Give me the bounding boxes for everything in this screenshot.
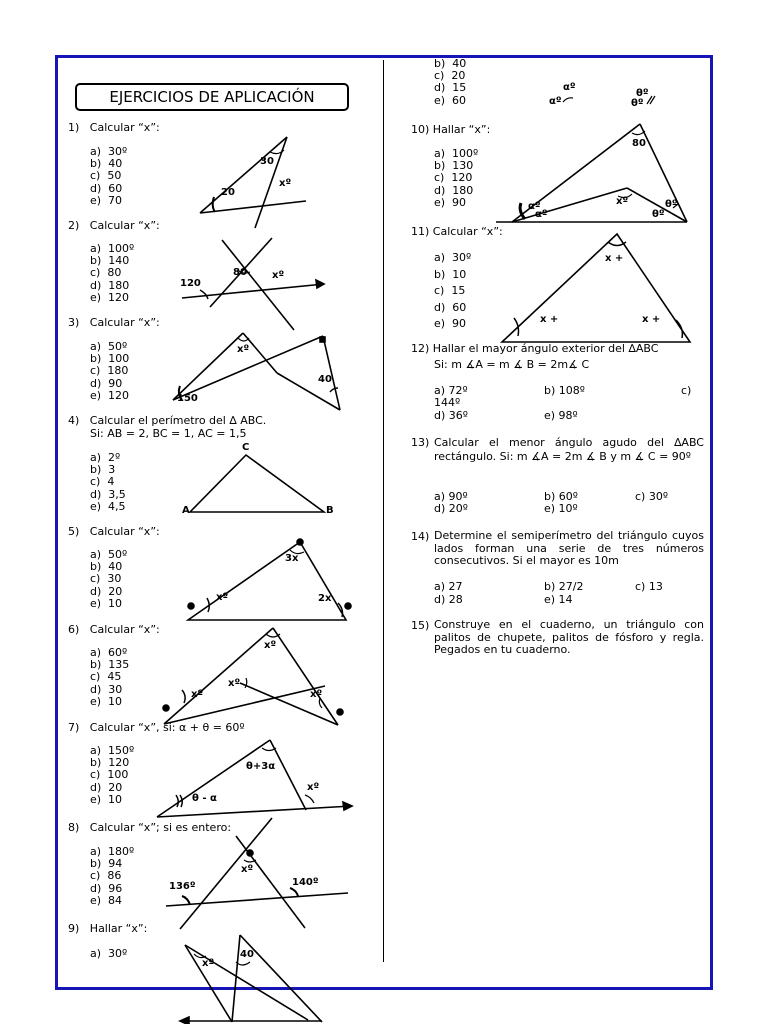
angle-label: xº bbox=[279, 178, 292, 189]
vertex-label: A bbox=[182, 505, 190, 516]
option-d: d) 28 bbox=[434, 593, 463, 606]
angle-label: θº bbox=[665, 199, 678, 210]
option-c: c) 4 bbox=[90, 475, 115, 489]
option-b: b) 120 bbox=[90, 756, 130, 770]
option-e: e) 120 bbox=[90, 388, 130, 402]
question-number: 11) bbox=[411, 225, 430, 238]
question-text: Calcular “x”: bbox=[89, 121, 160, 134]
figure-q9-angle-keys bbox=[549, 82, 655, 109]
option-e: e) 90 bbox=[434, 195, 467, 209]
angle-label: x + bbox=[642, 314, 661, 325]
option-e: e) 98º bbox=[544, 409, 578, 422]
option-c: c) 120 bbox=[434, 171, 473, 185]
angle-label: 140º bbox=[292, 877, 319, 888]
angle-label: xº bbox=[228, 678, 241, 689]
option-c: c) 180 bbox=[90, 364, 129, 378]
question-text: Calcular “x”: bbox=[89, 525, 160, 538]
option-e: e) 120 bbox=[90, 290, 130, 304]
figure-q4 bbox=[182, 442, 334, 516]
angle-label: 30 bbox=[260, 156, 274, 167]
option-d: d) 60 bbox=[90, 181, 123, 195]
angle-label: 80 bbox=[233, 267, 247, 278]
question-number: 2) bbox=[68, 219, 80, 232]
option-a: a) 30º bbox=[434, 251, 472, 264]
angle-label: 3x bbox=[285, 553, 299, 564]
angle-label: 80 bbox=[632, 138, 646, 149]
angle-label: xº bbox=[216, 592, 229, 603]
figure-q10 bbox=[496, 124, 687, 222]
option-d: d) 180 bbox=[434, 183, 474, 197]
angle-label: θ - α bbox=[192, 793, 217, 804]
option-b: b) 60º bbox=[544, 490, 578, 503]
angle-label: xº bbox=[237, 344, 250, 355]
option-b: b) 130 bbox=[434, 159, 474, 173]
vertex-label: B bbox=[326, 505, 334, 516]
option-b: b) 108º bbox=[544, 384, 585, 397]
option-b: b) 135 bbox=[90, 658, 130, 672]
angle-label: xº bbox=[191, 689, 204, 700]
option-d: d) 20 bbox=[90, 780, 123, 794]
question-number: 9) bbox=[68, 922, 80, 935]
angle-label: αº bbox=[563, 82, 576, 93]
angle-label: 136º bbox=[169, 881, 196, 892]
question-text: Calcular “x”: bbox=[89, 623, 160, 636]
angle-label: xº bbox=[241, 864, 254, 875]
option-d: d) 96 bbox=[90, 881, 123, 895]
angle-label: 2x bbox=[318, 593, 332, 604]
option-c: c) 30º bbox=[635, 490, 669, 503]
option-d: d) 3,5 bbox=[90, 487, 126, 501]
angle-label: 120 bbox=[180, 278, 201, 289]
angle-label: x + bbox=[605, 253, 624, 264]
option-c: c) 45 bbox=[90, 670, 122, 684]
option-e: e) 14 bbox=[544, 593, 573, 606]
option-d: d) 36º bbox=[434, 409, 468, 422]
figure-q6 bbox=[163, 628, 343, 725]
option-e: e) 10 bbox=[90, 596, 123, 610]
option-a: a) 90º bbox=[434, 490, 468, 503]
option-c: c) 30 bbox=[90, 572, 122, 586]
question-number: 12) bbox=[411, 342, 430, 355]
option-b: b) 94 bbox=[90, 857, 123, 871]
option-c: c) 80 bbox=[90, 266, 122, 280]
question-number: 10) bbox=[411, 123, 430, 136]
option-b: b) 10 bbox=[434, 267, 467, 281]
option-a: a) 180º bbox=[90, 845, 135, 858]
option-b: b) 27/2 bbox=[544, 580, 584, 593]
question-number: 6) bbox=[68, 623, 80, 636]
option-e: e) 4,5 bbox=[90, 499, 126, 513]
option-a: a) 72º bbox=[434, 384, 468, 397]
question-13-text: Calcular el menor ángulo agudo del ∆ABC rectángulo. Si: m ∡A = 2m ∡ B y m ∡ C = 90º bbox=[434, 436, 704, 463]
angle-label: xº bbox=[264, 640, 277, 651]
option-a: a) 60º bbox=[90, 646, 128, 659]
question-text: Calcular “x”: bbox=[432, 225, 503, 238]
option-b: b) 40 bbox=[90, 157, 123, 171]
option-a: a) 50º bbox=[90, 548, 128, 561]
question-number: 14) bbox=[411, 530, 430, 543]
option-b: b) 40 bbox=[434, 57, 467, 70]
figure-q5 bbox=[188, 539, 351, 620]
question-number: 1) bbox=[68, 121, 80, 134]
option-c: c) bbox=[681, 384, 692, 397]
option-d: d) 180 bbox=[90, 278, 130, 292]
angle-label: αº bbox=[535, 209, 548, 220]
question-text: Hallar “x”: bbox=[432, 123, 491, 136]
angle-label: x + bbox=[540, 314, 559, 325]
option-d: d) 60 bbox=[434, 300, 467, 314]
angle-label: θº bbox=[636, 88, 649, 99]
option-a: a) 100º bbox=[434, 147, 479, 160]
angle-label: xº bbox=[616, 196, 629, 207]
figure-q1 bbox=[200, 137, 306, 228]
question-number: 4) bbox=[68, 414, 80, 427]
option-a: a) 30º bbox=[90, 145, 128, 158]
option-b: b) 100 bbox=[90, 352, 130, 366]
option-d: d) 90 bbox=[90, 376, 123, 390]
option-d: d) 30 bbox=[90, 682, 123, 696]
angle-label: xº bbox=[202, 958, 215, 969]
option-e: e) 10 bbox=[90, 694, 123, 708]
option-b: b) 140 bbox=[90, 254, 130, 268]
angle-label: 20 bbox=[221, 187, 235, 198]
angle-label: xº bbox=[272, 270, 285, 281]
option-e: e) 90 bbox=[434, 317, 467, 331]
angle-label: αº bbox=[528, 201, 541, 212]
question-14-text: Determine el semiperímetro del triángulo cuyos lados forman una serie de tres números consecutivos. Si el mayor es 10m bbox=[434, 529, 704, 567]
question-text: Calcular “x”: bbox=[89, 219, 160, 232]
question-12-condition: Si: m ∡A = m ∡ B = 2m∡ C bbox=[434, 358, 590, 371]
question-4-condition: Si: AB = 2, BC = 1, AC = 1,5 bbox=[90, 427, 247, 440]
question-text: Calcular “x”: bbox=[89, 316, 160, 329]
question-text: Calcular “x”, si: α + θ = 60º bbox=[89, 721, 245, 734]
angle-label: θº bbox=[631, 98, 644, 109]
option-a: a) 50º bbox=[90, 340, 128, 353]
option-d: d) 20 bbox=[90, 584, 123, 598]
option-e: e) 70 bbox=[90, 193, 123, 207]
angle-label: θº bbox=[652, 209, 665, 220]
option-a: a) 27 bbox=[434, 580, 463, 593]
angle-label: 40 bbox=[318, 374, 332, 385]
option-e: e) 60 bbox=[434, 93, 467, 107]
question-number: 13) bbox=[411, 436, 430, 449]
option-e: e) 10º bbox=[544, 502, 578, 515]
option-c: c) 100 bbox=[90, 768, 129, 782]
angle-label: θ+3α bbox=[246, 761, 276, 772]
option-b: b) 40 bbox=[90, 560, 123, 574]
figure-q11 bbox=[502, 234, 690, 342]
angle-label: 150 bbox=[177, 393, 198, 404]
option-c: c) 50 bbox=[90, 169, 122, 183]
question-number: 3) bbox=[68, 316, 80, 329]
page-title: EJERCICIOS DE APLICACIÓN bbox=[75, 83, 349, 111]
option-a: a) 30º bbox=[90, 947, 128, 960]
angle-label: 40 bbox=[240, 949, 254, 960]
option-a: a) 150º bbox=[90, 744, 135, 757]
angle-label: xº bbox=[310, 689, 323, 700]
option-c: c) 86 bbox=[90, 869, 122, 883]
vertex-label: C bbox=[242, 442, 250, 453]
option-b: b) 3 bbox=[90, 463, 116, 477]
option-c: c) 13 bbox=[635, 580, 663, 593]
question-text: Calcular “x”; si es entero: bbox=[89, 821, 232, 834]
question-number: 8) bbox=[68, 821, 80, 834]
question-number: 7) bbox=[68, 721, 80, 734]
figure-q8 bbox=[166, 818, 348, 929]
question-number: 15) bbox=[411, 619, 430, 632]
option-c: c) 20 bbox=[434, 69, 466, 83]
question-number: 5) bbox=[68, 525, 80, 538]
angle-label: xº bbox=[307, 782, 320, 793]
figure-q9 bbox=[180, 935, 322, 1024]
option-d: d) 15 bbox=[434, 81, 467, 95]
option-d: d) 20º bbox=[434, 502, 468, 515]
question-text: Hallar el mayor ángulo exterior del ∆ABC bbox=[432, 342, 659, 355]
option-e: e) 10 bbox=[90, 792, 123, 806]
figure-q2 bbox=[180, 238, 324, 330]
angle-label: αº bbox=[549, 96, 562, 107]
question-15-text: Construye en el cuaderno, un triángulo con palitos de chupete, palitos de fósforo y regla. Pegados en tu cuaderno. bbox=[434, 618, 704, 656]
option-e: e) 84 bbox=[90, 893, 123, 907]
option-c: c) 15 bbox=[434, 284, 466, 298]
figure-q7 bbox=[157, 740, 352, 817]
option-c-value: 144º bbox=[434, 396, 461, 409]
figure-q3 bbox=[173, 333, 340, 410]
option-a: a) 100º bbox=[90, 242, 135, 255]
question-text: Calcular el perímetro del ∆ ABC. bbox=[89, 414, 267, 427]
option-a: a) 2º bbox=[90, 451, 121, 464]
question-text: Hallar “x”: bbox=[89, 922, 148, 935]
